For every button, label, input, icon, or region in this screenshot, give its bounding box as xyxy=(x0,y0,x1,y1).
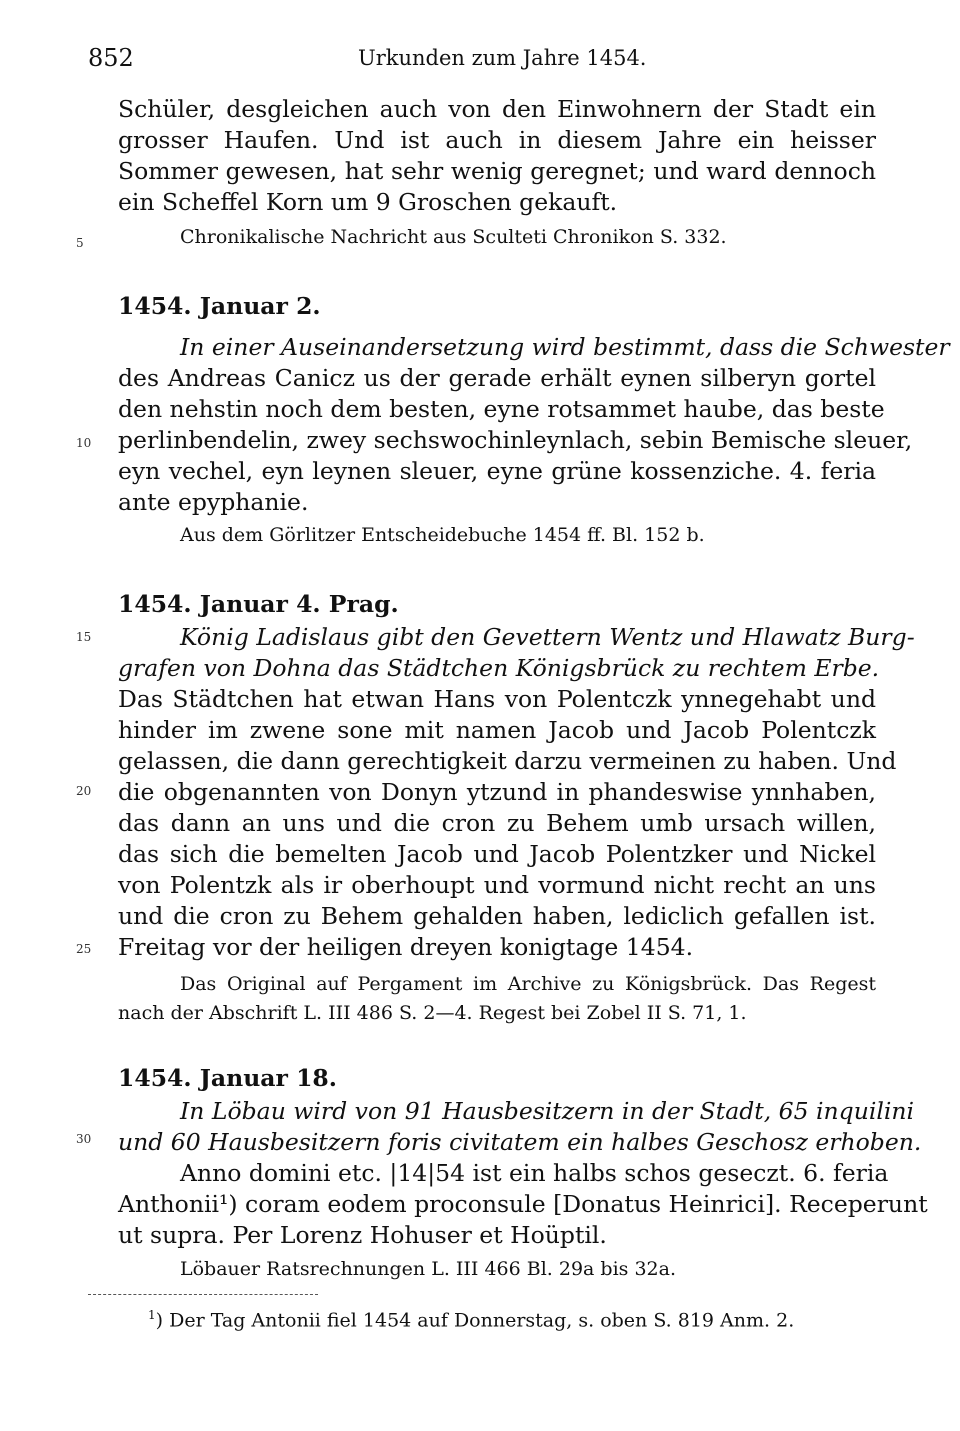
entry-text xyxy=(118,622,915,963)
entry-source: Löbauer Ratsrechnungen L. III 466 Bl. 29a bis 32a. xyxy=(180,1258,676,1280)
text-line: des Andreas Canicz us der gerade erhält eynen silberyn gortel xyxy=(118,364,876,392)
intro-source: Chronikalische Nachricht aus Sculteti Chronikon S. 332. xyxy=(180,226,727,248)
entry-source xyxy=(118,970,876,1028)
line-number: 15 xyxy=(76,630,92,644)
regest-line: König Ladislaus gibt den Gevettern Wentz und Hlawatz Burg- xyxy=(180,623,915,651)
regest-line: grafen von Dohna das Städtchen Königsbrück zu rechtem Erbe. xyxy=(118,654,880,682)
text-line: die obgenannten von Donyn ytzund in phandeswise ynnhaben, xyxy=(118,778,876,806)
text-line: und die cron zu Behem gehalden haben, lediclich gefallen ist. xyxy=(118,902,876,930)
entry-date-heading: 1454. Januar 2. xyxy=(118,292,321,320)
footnote xyxy=(118,1308,906,1331)
text-line: hinder im zwene sone mit namen Jacob und Jacob Polentczk xyxy=(118,716,876,744)
regest-line: In einer Auseinandersetzung wird bestimmt, dass die Schwester xyxy=(180,333,950,361)
line-number: 30 xyxy=(76,1132,92,1146)
entry-date-heading: 1454. Januar 4. Prag. xyxy=(118,590,399,618)
text-line: gelassen, die dann gerechtigkeit darzu vermeinen zu haben. Und xyxy=(118,747,897,775)
text-line: das dann an uns und die cron zu Behem umb ursach willen, xyxy=(118,809,876,837)
text-line: Das Städtchen hat etwan Hans von Polentczk ynnegehabt und xyxy=(118,685,876,713)
page-header xyxy=(88,44,878,78)
footnote-text: ) Der Tag Antonii fiel 1454 auf Donnerstag, s. oben S. 819 Anm. 2. xyxy=(155,1309,795,1332)
entry-date-heading: 1454. Januar 18. xyxy=(118,1064,337,1092)
text-line: eyn vechel, eyn leynen sleuer, eyne grüne kossenziche. 4. feria xyxy=(118,457,876,485)
running-head: Urkunden zum Jahre 1454. xyxy=(358,46,647,70)
entry-text xyxy=(118,1096,928,1251)
text-line: den nehstin noch dem besten, eyne rotsammet haube, das beste xyxy=(118,395,885,423)
text-line: grosser Haufen. Und ist auch in diesem Jahre ein heisser xyxy=(118,126,876,154)
line-number: 5 xyxy=(76,236,84,250)
entry-source: Aus dem Görlitzer Entscheidebuche 1454 ff. Bl. 152 b. xyxy=(180,524,705,546)
regest-line: In Löbau wird von 91 Hausbesitzern in der Stadt, 65 inquilini xyxy=(180,1097,915,1125)
text-line: ein Scheffel Korn um 9 Groschen gekauft. xyxy=(118,188,618,216)
footnote-rule xyxy=(88,1294,318,1295)
text-line: ante epyphanie. xyxy=(118,488,309,516)
line-number: 20 xyxy=(76,784,92,798)
line-number: 25 xyxy=(76,942,92,956)
text-line: Schüler, desgleichen auch von den Einwohnern der Stadt ein xyxy=(118,95,876,123)
regest-line: und 60 Hausbesitzern foris civitatem ein halbes Geschosz erhoben. xyxy=(118,1128,922,1156)
intro-paragraph xyxy=(118,94,876,218)
text-line: von Polentzk als ir oberhoupt und vormund nicht recht an uns xyxy=(118,871,876,899)
text-line: ut supra. Per Lorenz Hohuser et Hoüptil. xyxy=(118,1221,607,1249)
text-line: perlinbendelin, zwey sechswochinleynlach, sebin Bemische sleuer, xyxy=(118,426,913,454)
text-line: Anthonii¹) coram eodem proconsule [Donatus Heinrici]. Receperunt xyxy=(118,1190,928,1218)
footnote-mark: 1 xyxy=(148,1308,156,1322)
text-line: Sommer gewesen, hat sehr wenig geregnet; und ward dennoch xyxy=(118,157,876,185)
page-number: 852 xyxy=(88,44,134,72)
text-line: das sich die bemelten Jacob und Jacob Polentzker und Nickel xyxy=(118,840,876,868)
source-line: nach der Abschrift L. III 486 S. 2—4. Regest bei Zobel II S. 71, 1. xyxy=(118,1002,747,1024)
text-line: Anno domini etc. |14|54 ist ein halbs schos geseczt. 6. feria xyxy=(180,1159,889,1187)
line-number: 10 xyxy=(76,436,92,450)
text-line: Freitag vor der heiligen dreyen konigtage 1454. xyxy=(118,933,694,961)
entry-text xyxy=(118,332,950,518)
source-line: Das Original auf Pergament im Archive zu Königsbrück. Das Regest xyxy=(180,973,876,995)
